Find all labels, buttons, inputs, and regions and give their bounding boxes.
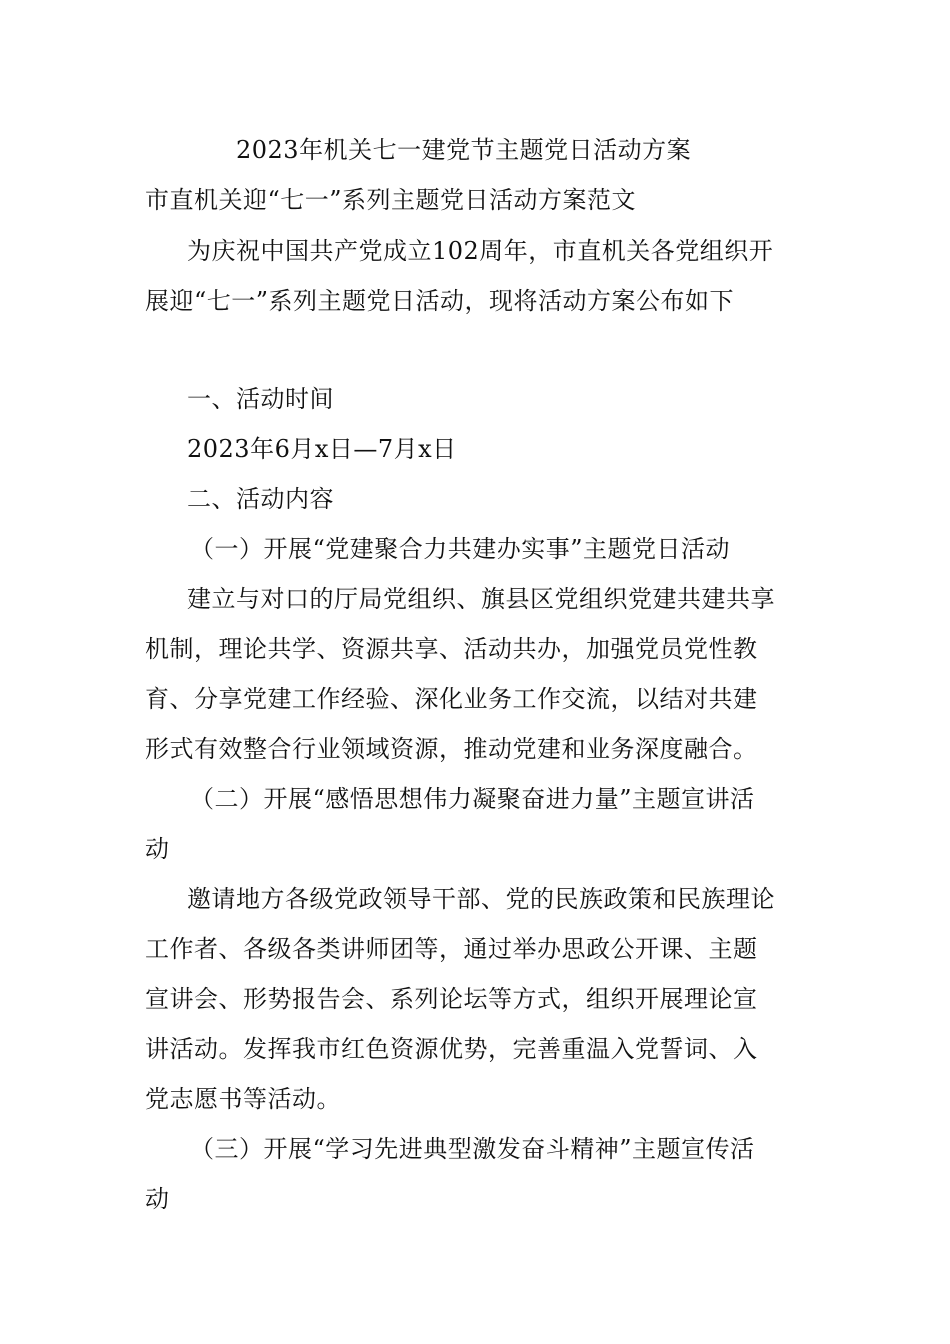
item-1-body-line-4: 形式有效整合行业领域资源，推动党建和业务深度融合。: [145, 735, 758, 763]
item-1-body-line-1: 建立与对口的厅局党组织、旗县区党组织党建共建共享: [187, 585, 775, 613]
item-2-heading-line-1: （二）开展“感悟思想伟力凝聚奋进力量”主题宣讲活: [190, 785, 755, 813]
intro-line-2: 展迎“七一”系列主题党日活动，现将活动方案公布如下: [145, 287, 735, 315]
item-2-body-line-2: 工作者、各级各类讲师团等，通过举办思政公开课、主题: [145, 935, 758, 963]
item-1-heading: （一）开展“党建聚合力共建办实事”主题党日活动: [190, 535, 731, 563]
item-1-body-line-2: 机制，理论共学、资源共享、活动共办，加强党员党性教: [145, 635, 758, 663]
section-2-heading: 二、活动内容: [187, 485, 334, 513]
item-2-body-line-5: 党志愿书等活动。: [145, 1085, 341, 1113]
document-title: 2023年机关七一建党节主题党日活动方案: [236, 136, 692, 164]
item-2-body-line-3: 宣讲会、形势报告会、系列论坛等方式，组织开展理论宣: [145, 985, 758, 1013]
item-3-heading-line-2: 动: [145, 1185, 170, 1213]
item-2-body-line-4: 讲活动。发挥我市红色资源优势，完善重温入党誓词、入: [145, 1035, 758, 1063]
item-2-heading-line-2: 动: [145, 835, 170, 863]
section-1-heading: 一、活动时间: [187, 385, 334, 413]
item-3-heading-line-1: （三）开展“学习先进典型激发奋斗精神”主题宣传活: [190, 1135, 755, 1163]
document-subtitle: 市直机关迎“七一”系列主题党日活动方案范文: [145, 186, 637, 214]
section-1-time: 2023年6月x日—7月x日: [187, 435, 457, 463]
intro-line-1: 为庆祝中国共产党成立102周年，市直机关各党组织开: [187, 237, 774, 265]
item-2-body-line-1: 邀请地方各级党政领导干部、党的民族政策和民族理论: [187, 885, 775, 913]
item-1-body-line-3: 育、分享党建工作经验、深化业务工作交流，以结对共建: [145, 685, 758, 713]
